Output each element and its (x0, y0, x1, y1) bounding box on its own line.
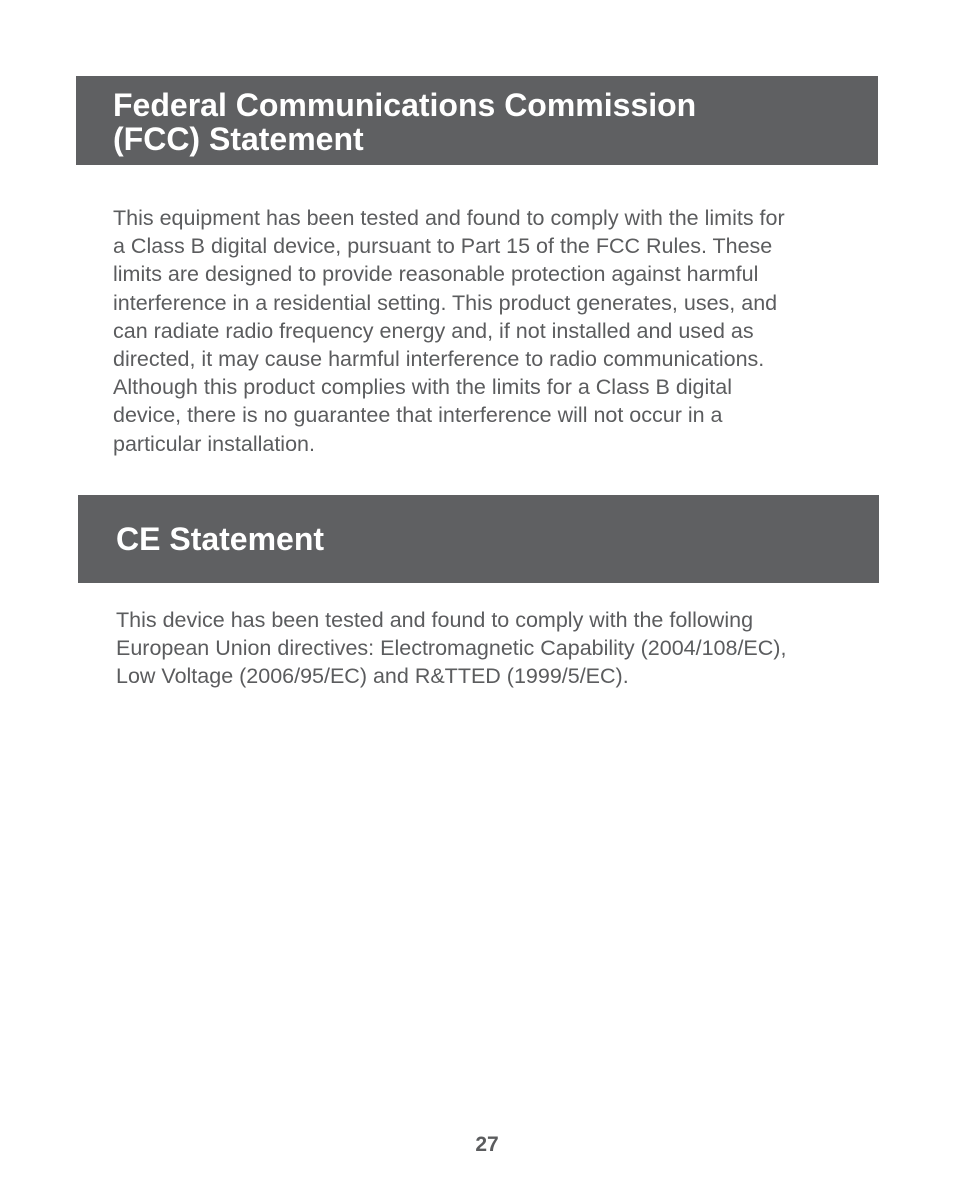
page-number: 27 (475, 1133, 499, 1156)
fcc-paragraph-line: Although this product complies with the limits for a Class B digital (113, 375, 732, 400)
fcc-paragraph-line: device, there is no guarantee that interference will not occur in a (113, 403, 723, 428)
fcc-paragraph-line: directed, it may cause harmful interference to radio communications. (113, 347, 765, 372)
ce-section-heading: CE Statement (116, 521, 325, 557)
fcc-paragraph-line: interference in a residential setting. This product generates, uses, and (113, 290, 778, 315)
ce-paragraph-line: This device has been tested and found to comply with the following (116, 608, 754, 632)
fcc-section-header (76, 76, 878, 165)
fcc-paragraph-line: can radiate radio frequency energy and, if not installed and used as (113, 318, 754, 343)
fcc-paragraph-line: particular installation. (113, 431, 315, 456)
fcc-section-heading: Federal Communications Commission (FCC) Statement (113, 87, 697, 157)
ce-statement-paragraph (116, 606, 876, 691)
ce-paragraph-line: European Union directives: Electromagnetic Capability (2004/108/EC), (116, 636, 787, 661)
ce-paragraph-line: Low Voltage (2006/95/EC) and R&TTED (1999/5/EC). (116, 664, 629, 689)
fcc-paragraph-line: limits are designed to provide reasonable protection against harmful (113, 262, 759, 287)
fcc-paragraph-line: This equipment has been tested and found to comply with the limits for (113, 206, 785, 230)
ce-section-header (78, 495, 879, 583)
fcc-paragraph-line: a Class B digital device, pursuant to Part 15 of the FCC Rules. These (113, 234, 773, 259)
fcc-statement-paragraph (113, 204, 873, 458)
